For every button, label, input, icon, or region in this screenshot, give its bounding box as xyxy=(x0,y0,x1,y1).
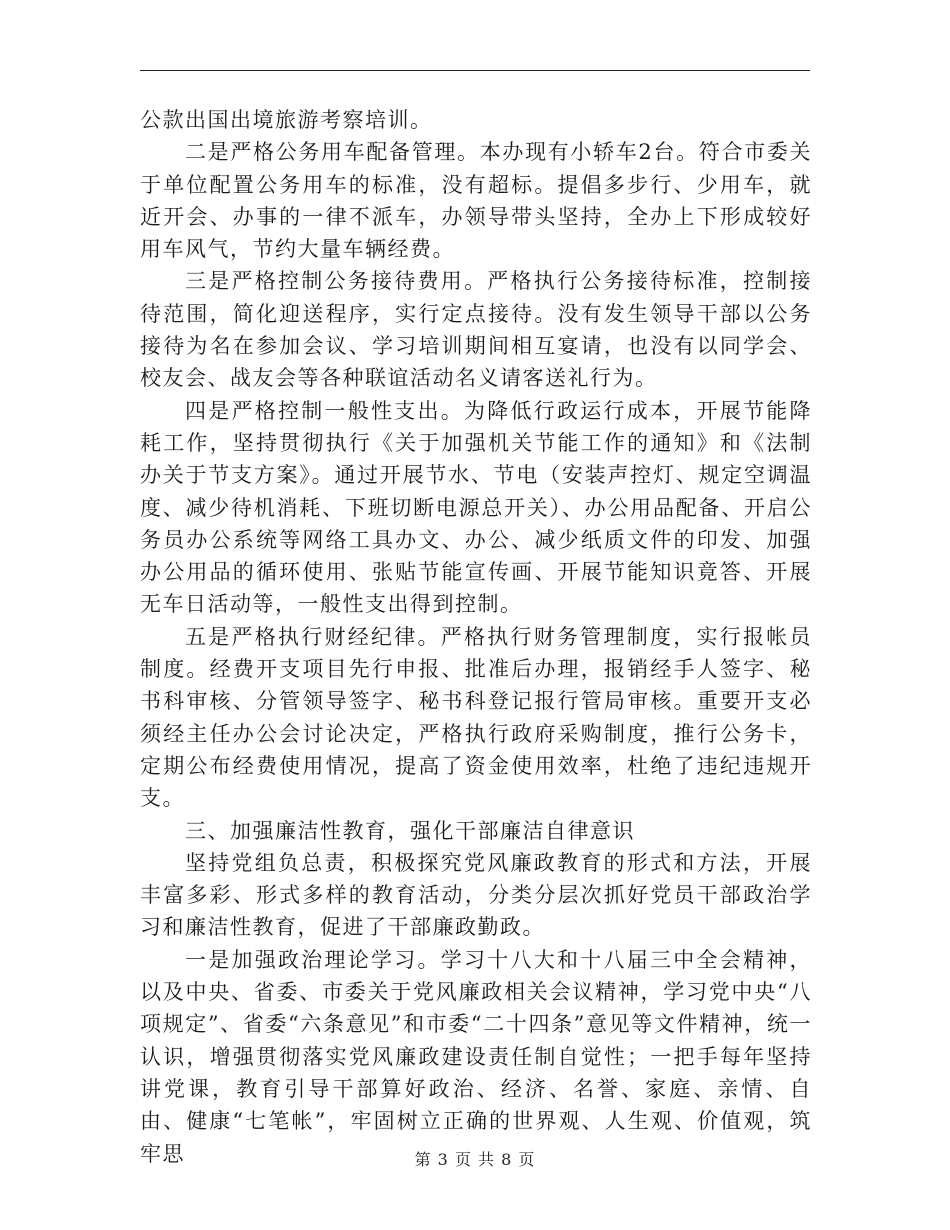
section-heading: 三、加强廉洁性教育，强化干部廉洁自律意识 xyxy=(185,818,635,843)
page-footer xyxy=(0,1147,950,1170)
paragraph: 坚持党组负总责，积极探究党风廉政教育的形式和方法，开展丰富多彩、形式多样的教育活动，分类分层次抓好党员干部政治学习和廉洁性教育，促进了干部廉政勤政。 xyxy=(140,850,812,940)
paragraph: 四是严格控制一般性支出。为降低行政运行成本，开展节能降耗工作，坚持贯彻执行《关于加强机关节能工作的通知》和《法制办关于节支方案》。通过开展节水、节电（安装声控灯、规定空调温度、减少待机消耗、下班切断电源总开关）、办公用品配备、开启公务员办公系统等网络工具办文、办公、减少纸质文件的印发、加强办公用品的循环使用、张贴节能宣传画、开展节能知识竟答、开展无车日活动等，一般性支出得到控制。 xyxy=(140,398,812,617)
paragraph: 五是严格执行财经纪律。严格执行财务管理制度，实行报帐员制度。经费开支项目先行申报、批准后办理，报销经手人签字、秘书科审核、分管领导签字、秘书科登记报行管局审核。重要开支必须经主任办公会讨论决定，严格执行政府采购制度，推行公务卡，定期公布经费使用情况，提高了资金使用效率，杜绝了违纪违规开支。 xyxy=(140,624,812,811)
paragraph: 三是严格控制公务接待费用。严格执行公务接待标准，控制接待范围，简化迎送程序，实行定点接待。没有发生领导干部以公务接待为名在参加会议、学习培训期间相互宴请，也没有以同学会、校友会、战友会等各种联谊活动名义请客送礼行为。 xyxy=(140,269,812,391)
paragraph: 二是严格公务用车配备管理。本办现有小轿车2台。符合市委关于单位配置公务用车的标准，没有超标。提倡多步行、少用车，就近开会、办事的一律不派车，办领导带头坚持，全办上下形成较好用车风气，节约大量车辆经费。 xyxy=(140,140,812,262)
paragraph: 公款出国出境旅游考察培训。 xyxy=(140,108,433,132)
document-body xyxy=(140,104,812,1170)
header-rule xyxy=(140,70,810,71)
page-number: 第 3 页 共 8 页 xyxy=(414,1150,536,1169)
paragraph: 一是加强政治理论学习。学习十八大和十八届三中全会精神，以及中央、省委、市委关于党风廉政相关会议精神，学习党中央“八项规定”、省委“六条意见”和市委“二十四条”意见等文件精神，统一认识，增强贯彻落实党风廉政建设责任制自觉性；一把手每年坚持讲党课，教育引导干部算好政治、经济、名誉、家庭、亲情、自由、健康“七笔帐”，牢固树立正确的世界观、人生观、价值观，筑牢思 xyxy=(140,947,812,1166)
